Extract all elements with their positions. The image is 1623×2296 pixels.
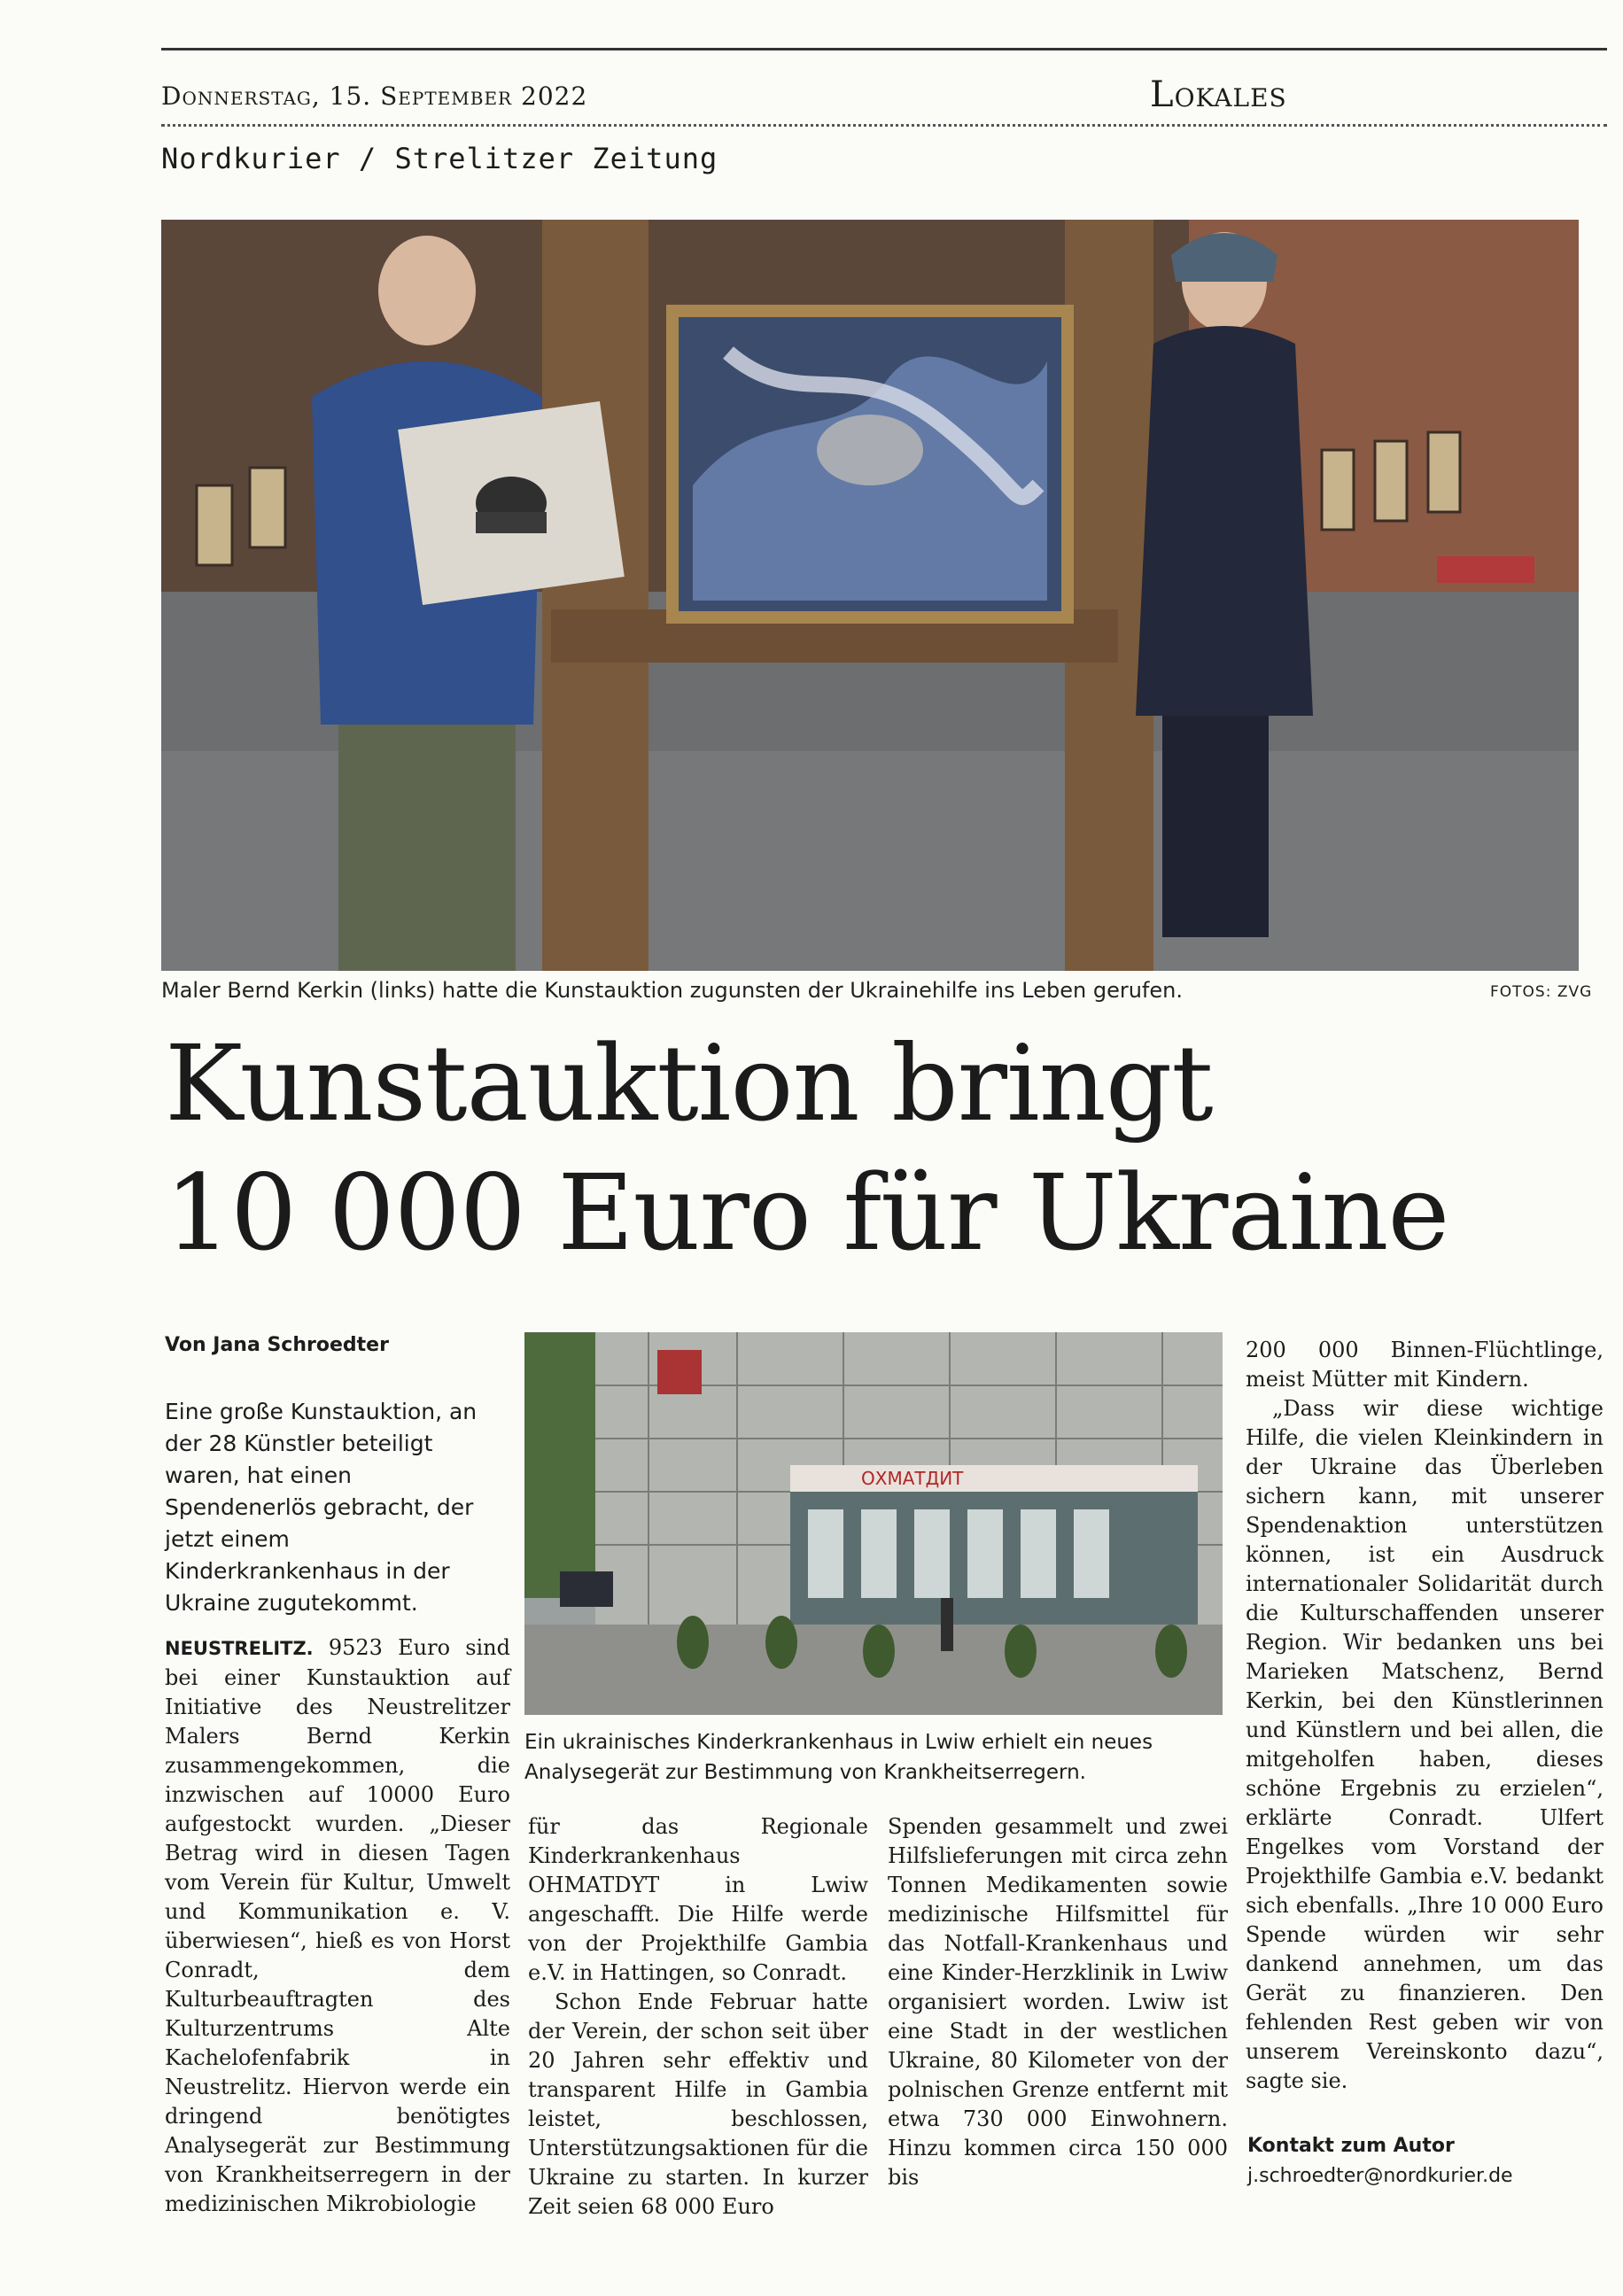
newspaper-name: Nordkurier / Strelitzer Zeitung xyxy=(161,142,718,175)
article-column-1 xyxy=(165,1633,510,2219)
author-email[interactable]: j.schroedter@nordkurier.de xyxy=(1247,2165,1513,2187)
hospital-photo xyxy=(524,1332,1223,1715)
headline-line-2: 10 000 Euro für Ukraine xyxy=(165,1152,1449,1274)
article-lead: Eine große Kunstauktion, an der 28 Künstler beteiligt waren, hat einen Spendenerlös gebracht, der jetzt einem Kinderkrankenhaus in der Ukraine zugutekommt. xyxy=(165,1399,478,1616)
column-3-text: Spenden gesammelt und zwei Hilfslieferungen mit circa zehn Tonnen Medikamenten sowie medizinische Hilfsmittel für das Notfall-Krankenhaus und eine Kinder-Herzklinik in Lwiw organisiert worden. Lwiw ist eine Stadt in der westlichen Ukraine, 80 Kilometer von der polnischen Grenze entfernt mit etwa 730 000 Einwohnern. Hinzu kommen circa 150 000 bis xyxy=(888,1814,1228,2190)
photo-credit: FOTOS: ZVG xyxy=(1490,983,1593,1001)
header-rule xyxy=(161,48,1607,50)
article-column-3 xyxy=(888,1812,1228,2192)
dateline: NEUSTRELITZ. xyxy=(165,1638,314,1659)
photo-caption: Maler Bernd Kerkin (links) hatte die Kunstauktion zugunsten der Ukrainehilfe ins Leben gerufen. xyxy=(161,978,1183,1003)
headline-line-1: Kunstauktion bringt xyxy=(165,1022,1213,1144)
main-photo xyxy=(161,220,1579,971)
contact-heading: Kontakt zum Autor xyxy=(1247,2135,1455,2157)
dotted-divider xyxy=(161,124,1607,127)
column-1-text: 9523 Euro sind bei einer Kunstauktion auf Initiative des Neustrelitzer Malers Bernd Kerkin zusammengekommen, die inzwischen auf 10000 Euro aufgestockt wurden. „Dieser Betrag wird in diesen Tagen vom Verein für Kultur, Umwelt und Kommunikation e. V. überwiesen“, hieß es von Horst Conradt, dem Kulturbeauftragten des Kulturzentrums Alte Kachelofenfabrik in Neustrelitz. Hiervon werde ein dringend benötigtes Analysegerät zur Bestimmung von Krankheitserregern in der medizinischen Mikrobiologie xyxy=(165,1635,510,2216)
hospital-photo-caption: Ein ukrainisches Kinderkrankenhaus in Lwiw erhielt ein neues Analysegerät zur Bestimmung von Krankheitserregern. xyxy=(524,1731,1153,1784)
article-column-4 xyxy=(1246,1336,1604,2096)
headline xyxy=(165,1019,1448,1277)
article-column-2 xyxy=(528,1812,868,2222)
author-byline: Von Jana Schroedter xyxy=(165,1334,389,1356)
column-2-paragraph-2: Schon Ende Februar hatte der Verein, der schon seit über 20 Jahren sehr effektiv und transparent Hilfe in Gambia leistet, beschlossen, Unterstützungsaktionen für die Ukraine zu starten. In kurzer Zeit seien 68 000 Euro xyxy=(528,1990,868,2219)
column-4-paragraph-1: 200 000 Binnen-Flüchtlinge, meist Mütter mit Kindern. xyxy=(1246,1338,1604,1392)
hospital-sign: ОХМАТДИТ xyxy=(861,1468,964,1489)
section-title: Lokales xyxy=(1150,74,1287,115)
column-2-paragraph-1: für das Regionale Kinderkrankenhaus OHMATDYT in Lwiw angeschafft. Die Hilfe werde von der Projekthilfe Gambia e.V. in Hattingen, so Conradt. xyxy=(528,1814,868,1985)
hospital-photo-illustration xyxy=(524,1332,1223,1715)
issue-date: Donnerstag, 15. September 2022 xyxy=(161,81,588,111)
main-photo-illustration xyxy=(161,220,1579,971)
column-4-paragraph-2: „Dass wir diese wichtige Hilfe, die vielen Kleinkindern in der Ukraine das Überleben sichern kann, mit unserer Spendenaktion unterstützen können, ist ein Ausdruck internationaler Solidarität durch die Kulturschaffenden unserer Region. Wir bedanken uns bei Marieken Matschenz, Bernd Kerkin, bei den Künstlerinnen und Künstlern und bei allen, die mitgeholfen haben, dieses schöne Ergebnis zu erzielen“, erklärte Conradt. Ulfert Engelkes vom Vorstand der Projekthilfe Gambia e.V. bedankt sich ebenfalls. „Ihre 10 000 Euro Spende würden wir sehr dankend annehmen, um das Gerät zu finanzieren. Den fehlenden Rest geben wir von unserem Vereinskonto dazu“, sagte sie. xyxy=(1246,1396,1604,2093)
